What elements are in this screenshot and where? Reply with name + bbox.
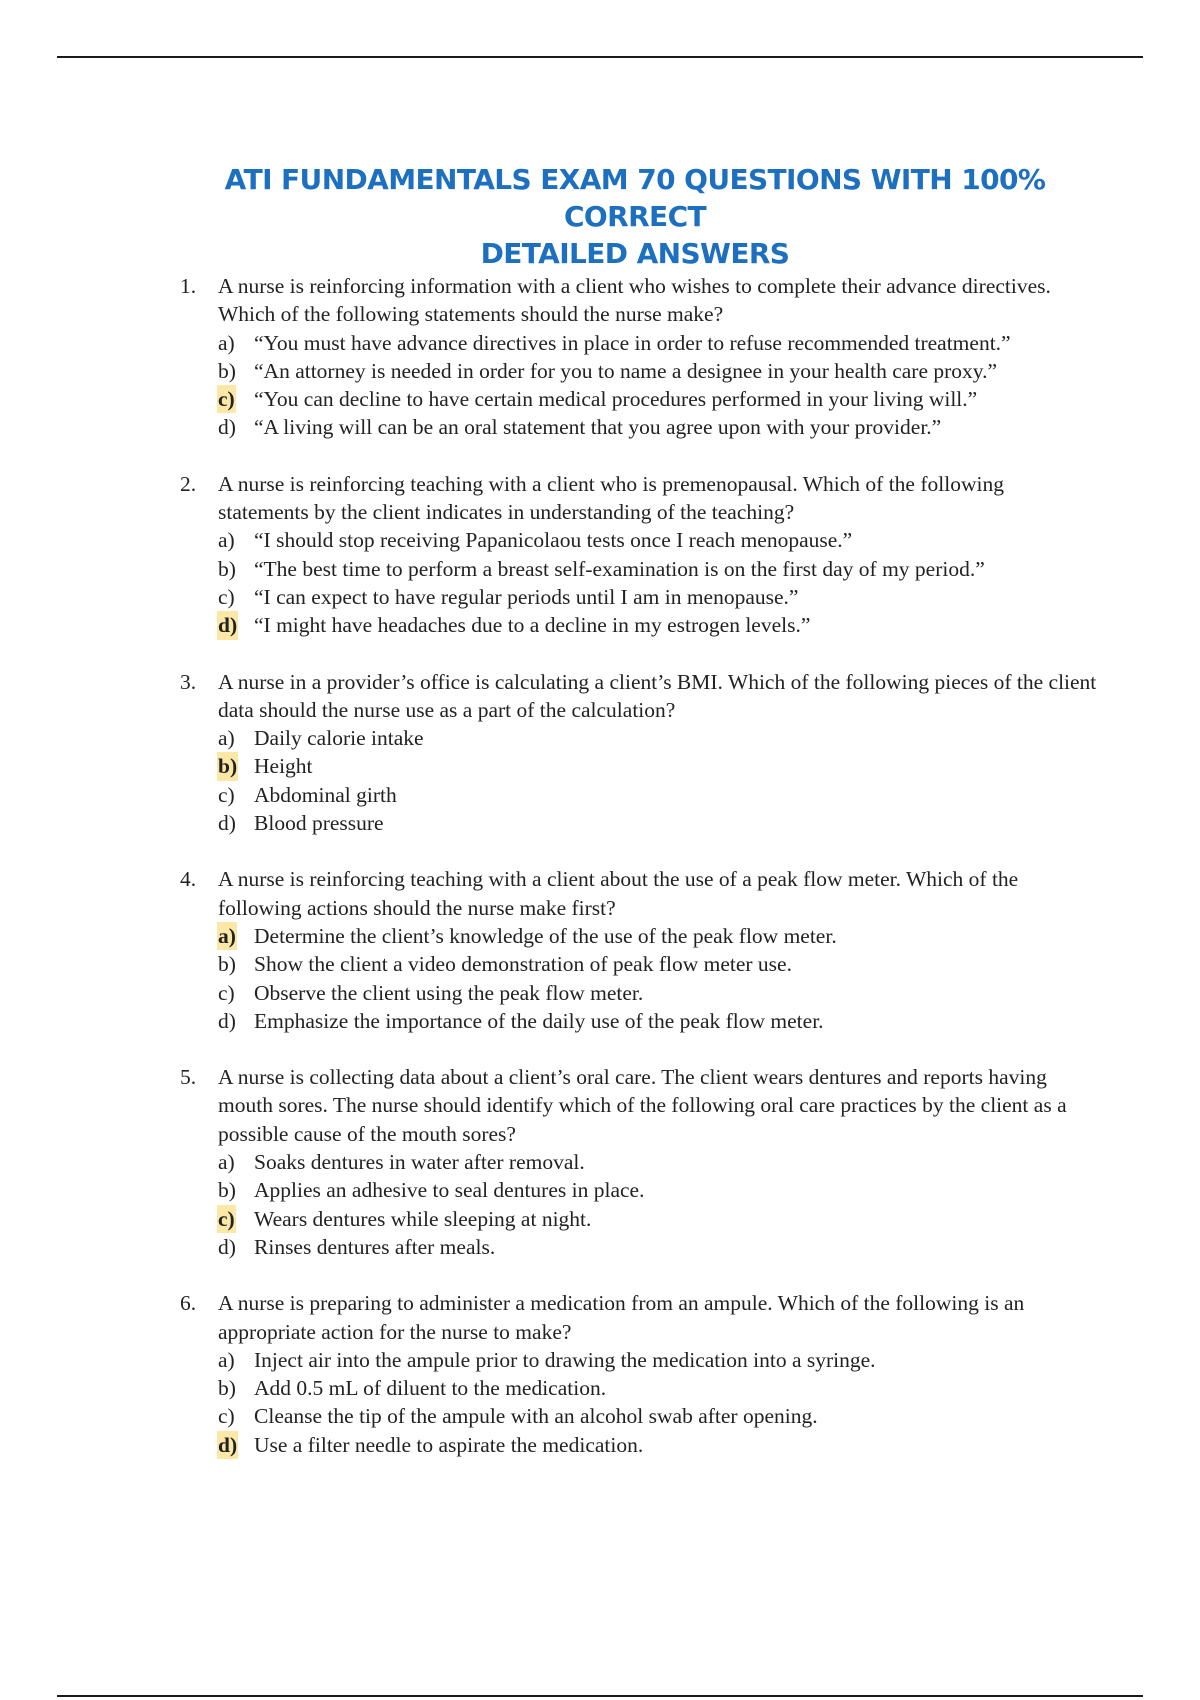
option-letter: b): [218, 556, 236, 581]
answer-option: [218, 1148, 1100, 1176]
question-item: [180, 668, 1100, 838]
option-text: “I should stop receiving Papanicolaou tests once I reach menopause.”: [254, 528, 853, 553]
bottom-divider: [57, 1695, 1143, 1697]
option-text: Observe the client using the peak flow meter.: [254, 980, 644, 1005]
answer-option: [218, 583, 1100, 611]
answer-option: [218, 1402, 1100, 1430]
question-item: [180, 865, 1100, 1035]
option-text: Emphasize the importance of the daily use of the peak flow meter.: [254, 1008, 824, 1033]
answer-options: [218, 1346, 1100, 1459]
answer-option: [218, 555, 1100, 583]
question-stem: A nurse is preparing to administer a medication from an ampule. Which of the following is an appropriate action for the nurse to make?: [218, 1291, 1025, 1344]
option-letter: a): [218, 330, 235, 355]
option-text: Daily calorie intake: [254, 726, 424, 751]
option-letter: a): [218, 726, 235, 751]
option-letter: b): [217, 752, 238, 780]
question-number: 3.: [180, 669, 197, 694]
answer-option: [218, 1233, 1100, 1261]
option-letter: a): [218, 1347, 235, 1372]
answer-option: [218, 724, 1100, 752]
top-divider: [57, 56, 1143, 58]
option-text: “An attorney is needed in order for you to name a designee in your health care proxy.”: [254, 358, 998, 383]
option-text: “I might have headaches due to a decline in my estrogen levels.”: [254, 613, 811, 638]
page-title-line-2: DETAILED ANSWERS: [480, 236, 790, 270]
question-stem: A nurse in a provider’s office is calculating a client’s BMI. Which of the following pieces of the client data should the nurse use as a part of the calculation?: [218, 669, 1097, 722]
option-letter: d): [218, 415, 236, 440]
option-text: Determine the client’s knowledge of the use of the peak flow meter.: [254, 923, 837, 948]
option-letter: c): [218, 584, 235, 609]
option-text: “You must have advance directives in place in order to refuse recommended treatment.”: [254, 330, 1011, 355]
question-number: 1.: [180, 274, 197, 298]
question-item: [180, 470, 1100, 640]
question-number: 4.: [180, 867, 197, 892]
answer-option: [218, 413, 1100, 441]
option-letter: a): [217, 922, 237, 950]
option-letter: c): [218, 1404, 235, 1429]
question-stem: A nurse is reinforcing teaching with a client who is premenopausal. Which of the following statements by the client indicates in understanding of the teaching?: [218, 471, 1004, 525]
page-title-line-1: ATI FUNDAMENTALS EXAM 70 QUESTIONS WITH 100% CORRECT: [224, 162, 1046, 233]
option-text: Rinses dentures after meals.: [254, 1234, 496, 1259]
option-letter: c): [217, 385, 236, 413]
option-text: Wears dentures while sleeping at night.: [254, 1206, 592, 1231]
option-letter: c): [218, 782, 235, 807]
option-letter: a): [218, 528, 235, 553]
option-letter: d): [218, 811, 236, 836]
answer-option: [218, 781, 1100, 809]
answer-option-correct: [218, 922, 1100, 950]
question-stem: A nurse is reinforcing information with a client who wishes to complete their advance directives. Which of the following statements should the nurse make?: [218, 274, 1051, 327]
option-letter: c): [217, 1205, 236, 1233]
option-text: Height: [254, 754, 313, 779]
option-text: “The best time to perform a breast self-examination is on the first day of my period.”: [254, 556, 985, 581]
option-text: Use a filter needle to aspirate the medication.: [254, 1432, 644, 1457]
answer-options: [218, 526, 1100, 639]
question-number: 6.: [180, 1291, 197, 1316]
answer-option-correct: [218, 1431, 1100, 1459]
answer-option-correct: [218, 1205, 1100, 1233]
option-letter: d): [218, 1008, 236, 1033]
option-text: Cleanse the tip of the ampule with an alcohol swab after opening.: [254, 1404, 818, 1429]
answer-option: [218, 809, 1100, 837]
option-text: “You can decline to have certain medical procedures performed in your living will.”: [254, 387, 978, 412]
answer-option: [218, 357, 1100, 385]
option-letter: d): [217, 611, 238, 639]
answer-options: [218, 922, 1100, 1035]
option-letter: d): [218, 1234, 236, 1259]
option-text: Abdominal girth: [254, 782, 397, 807]
question-number: 5.: [180, 1065, 197, 1090]
answer-option-correct: [218, 385, 1100, 413]
question-item: [180, 272, 1100, 442]
option-text: “A living will can be an oral statement that you agree upon with your provider.”: [254, 415, 942, 440]
option-text: Show the client a video demonstration of peak flow meter use.: [254, 952, 792, 977]
option-text: Inject air into the ampule prior to drawing the medication into a syringe.: [254, 1347, 876, 1372]
answer-option: [218, 1007, 1100, 1035]
question-item: [180, 1063, 1100, 1261]
answer-option: [218, 979, 1100, 1007]
option-text: “I can expect to have regular periods until I am in menopause.”: [254, 584, 799, 609]
option-text: Soaks dentures in water after removal.: [254, 1150, 585, 1175]
option-letter: b): [218, 358, 236, 383]
page-title: [150, 161, 1120, 272]
option-letter: b): [218, 952, 236, 977]
option-letter: d): [217, 1431, 238, 1459]
option-letter: b): [218, 1376, 236, 1401]
question-stem: A nurse is collecting data about a client’s oral care. The client wears dentures and reports having mouth sores. The nurse should identify which of the following oral care practices by the client as a possible cause of the mouth sores?: [218, 1065, 1067, 1146]
question-stem: A nurse is reinforcing teaching with a client about the use of a peak flow meter. Which of the following actions should the nurse make first?: [218, 867, 1019, 920]
answer-option: [218, 1346, 1100, 1374]
option-text: Add 0.5 mL of diluent to the medication.: [254, 1376, 607, 1401]
answer-option: [218, 950, 1100, 978]
answer-option: [218, 329, 1100, 357]
question-item: [180, 1289, 1100, 1459]
answer-options: [218, 1148, 1100, 1261]
option-letter: c): [218, 980, 235, 1005]
answer-option: [218, 1176, 1100, 1204]
option-letter: b): [218, 1178, 236, 1203]
answer-option: [218, 1374, 1100, 1402]
answer-options: [218, 724, 1100, 837]
answer-option-correct: [218, 752, 1100, 780]
question-list: [180, 272, 1100, 1487]
option-text: Applies an adhesive to seal dentures in place.: [254, 1178, 645, 1203]
answer-option-correct: [218, 611, 1100, 639]
option-letter: a): [218, 1150, 235, 1175]
option-text: Blood pressure: [254, 811, 384, 836]
question-number: 2.: [180, 471, 197, 496]
answer-option: [218, 526, 1100, 554]
answer-options: [218, 329, 1100, 442]
